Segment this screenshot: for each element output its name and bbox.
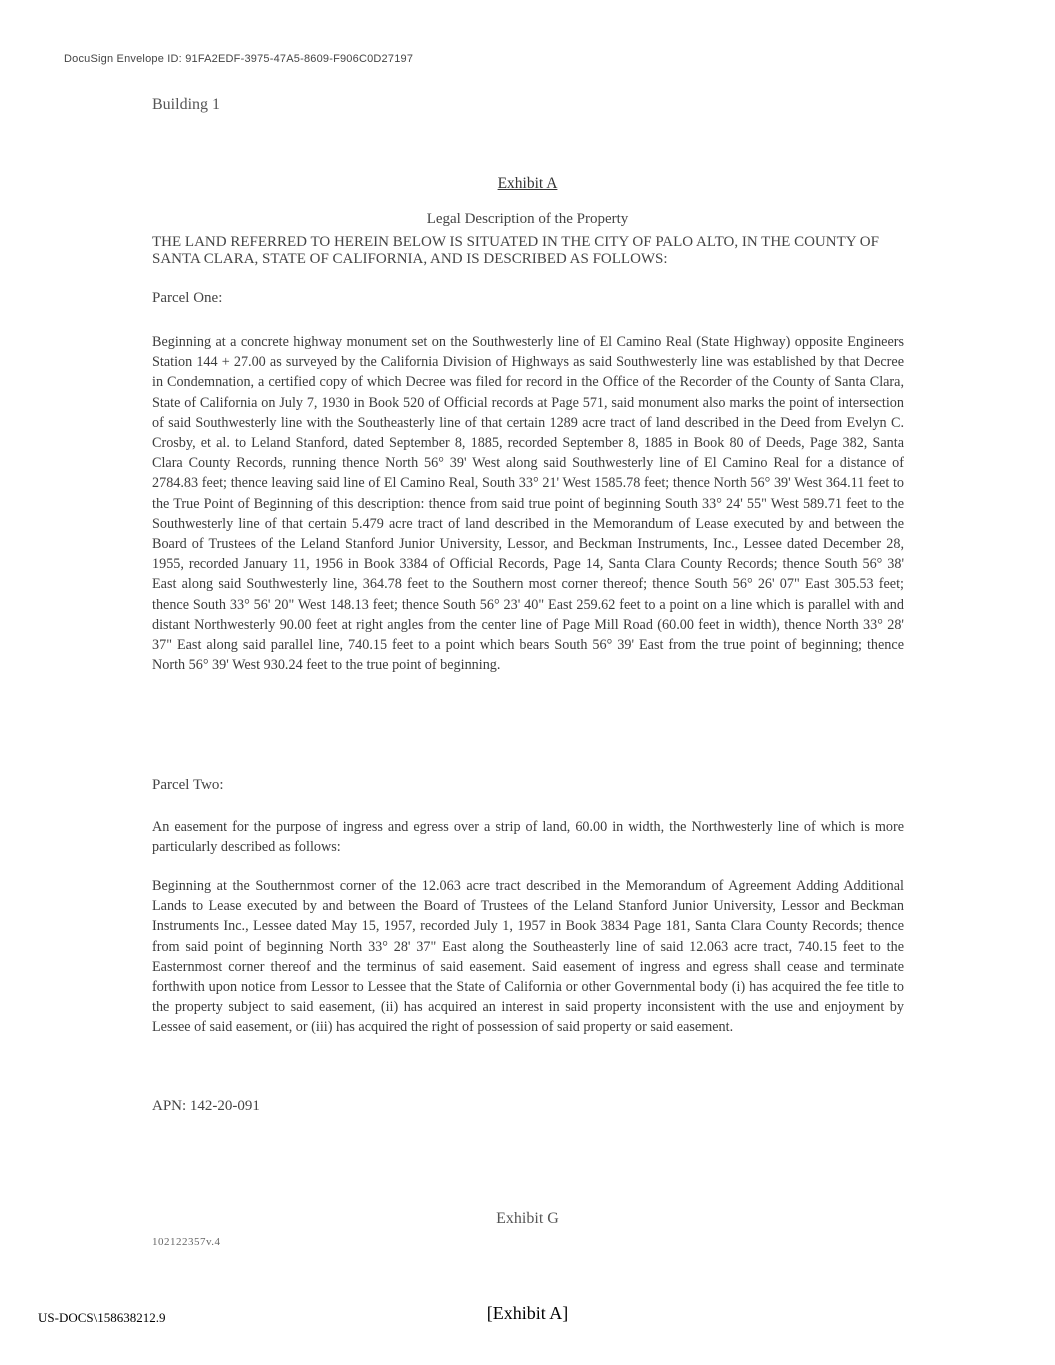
exhibit-g-label: Exhibit G <box>496 1210 559 1227</box>
parcel-two-heading: Parcel Two: <box>152 777 224 793</box>
document-reference-number: 102122357v.4 <box>152 1236 221 1248</box>
exhibit-title: Exhibit A <box>497 175 558 192</box>
parcel-one-heading: Parcel One: <box>152 290 223 306</box>
building-label: Building 1 <box>152 96 221 113</box>
parcel-one-description: Beginning at a concrete highway monument set on the Southwesterly line of El Camino Real (State Highway) opposite Engineers Station 144 + 27.00 as surveyed by the California Division of Highways as said Southwesterly line was established by that Decree in Condemnation, a certified copy of which Decree was filed for record in the Office of the Recorder of the County of Santa Clara, State of California on July 7, 1930 in Book 520 of Official records at Page 571, said monument also marks the point of intersection of said Southwesterly line with the Southeasterly line of that certain 1289 acre tract of land described in the Deed from Evelyn C. Crosby, et al. to Leland Stanford, dated September 8, 1885, recorded September 8, 1885 in Book 80 of Deeds, Page 382, Santa Clara County Records, running thence North 56° 39' West along said Southwesterly line of El Camino Real for a distance of 2784.83 feet; thence leaving said line of El Camino Real, South 33° 21' West 1585.78 feet; thence North 56° 39' West 364.11 feet to the True Point of Beginning of this description: thence from said true point of beginning South 33° 24' 55" West 589.71 feet to the Southwesterly line of that certain 5.479 acre tract of land described in the Memorandum of Lease executed by and between the Board of Trustees of the Leland Stanford Junior University, Lessor, and Beckman Instruments, Inc., Lessee dated December 28, 1955, recorded January 11, 1956 in Book 3384 of Official Records, Page 14, Santa Clara County Records; thence South 56° 38' East along said Southwesterly line, 364.78 feet to the Southern most corner thereof; thence South 56° 26' 07" East 305.53 feet; thence South 33° 56' 20" West 148.13 feet; thence South 56° 23' 40" East 259.62 feet to a point on a line which is parallel with and distant Northwesterly 90.00 feet at right angles from the center line of Page Mill Road (60.00 feet in width), thence North 33° 28' 37" East along said parallel line, 740.15 feet to a point which bears South 56° 39' East from the true point of beginning; thence North 56° 39' West 930.24 feet to the true point of beginning. <box>152 334 904 674</box>
legal-description-heading: Legal Description of the Property <box>426 211 629 227</box>
footer-exhibit-label: [Exhibit A] <box>486 1303 569 1323</box>
footer-document-id: US-DOCS\158638212.9 <box>38 1310 166 1325</box>
situated-statement: THE LAND REFERRED TO HEREIN BELOW IS SITUATED IN THE CITY OF PALO ALTO, IN THE COUNTY OF SANTA CLARA, STATE OF CALIFORNIA, AND IS DESCRIBED AS FOLLOWS: <box>152 234 879 267</box>
parcel-two-easement-intro: An easement for the purpose of ingress and egress over a strip of land, 60.00 in width, the Northwesterly line of which is more particularly described as follows: <box>152 819 904 856</box>
parcel-two-easement-description: Beginning at the Southernmost corner of the 12.063 acre tract described in the Memorandum of Agreement Adding Additional Lands to Lease executed by and between the Board of Trustees of the Leland Stanford Junior University, Lessor and Beckman Instruments Inc., Lessee dated May 15, 1957, recorded July 1, 1957 in Book 3834 Page 181, Santa Clara County Records; thence from said point of beginning North 33° 28' 37" East along the Southeasterly line of said 12.063 acre tract, 740.15 feet to the Easternmost corner thereof and the terminus of said easement. Said easement of ingress and egress shall cease and terminate forthwith upon notice from Lessor to Lessee that the State of California or other Governmental body (i) has acquired the fee title to the property subject to said easement, (ii) has acquired an interest in said property inconsistent with the use and enjoyment by Lessee of said easement, or (iii) has acquired the right of possession of said property or said easement. <box>152 878 904 1036</box>
docusign-envelope-id: DocuSign Envelope ID: 91FA2EDF-3975-47A5-8609-F906C0D27197 <box>64 53 414 65</box>
apn-number: APN: 142-20-091 <box>152 1098 260 1114</box>
